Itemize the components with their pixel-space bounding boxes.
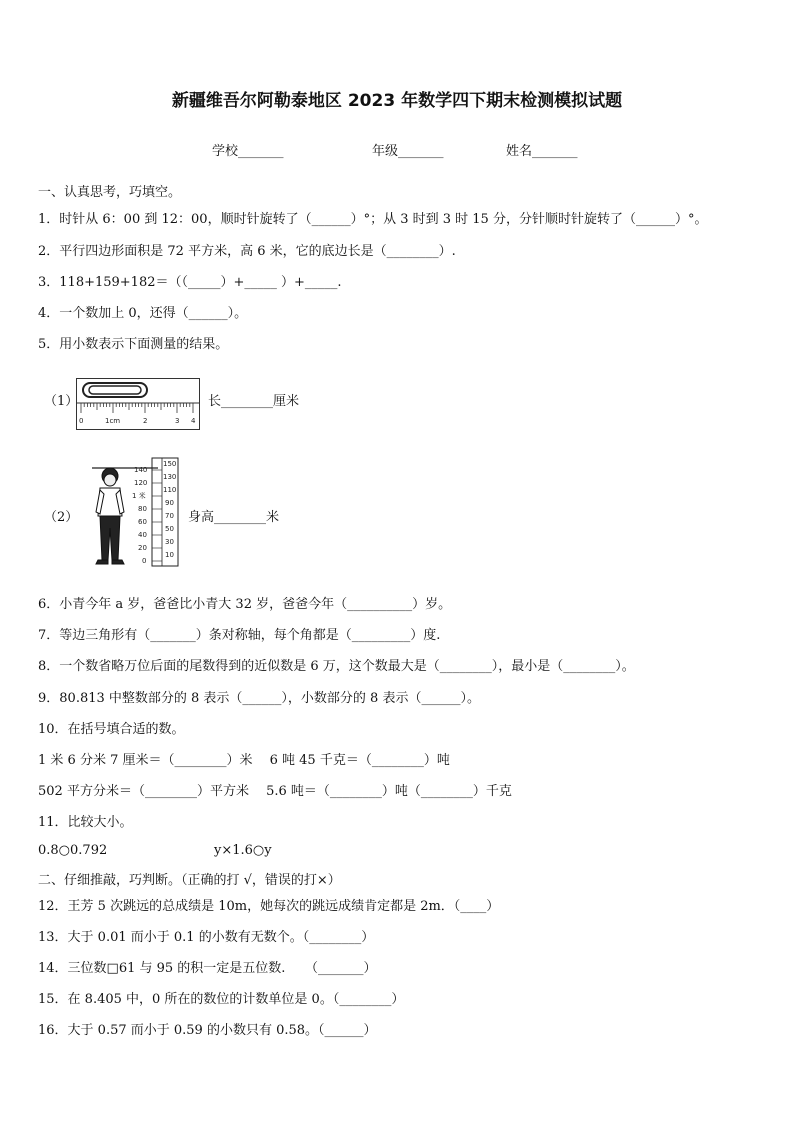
question-15: 15．在 8.405 中，0 所在的数位的计数单位是 0。（________）: [38, 992, 405, 1007]
question-8: 8．一个数省略万位后面的尾数得到的近似数是 6 万，这个数最大是（________），最小是（________）。: [38, 659, 635, 674]
scale-right-110: 110: [163, 486, 177, 494]
ruler-tick-3: 3: [175, 417, 180, 425]
scale-left-120: 120: [134, 479, 148, 487]
question-11-a: 0.8○0.792: [38, 843, 108, 858]
page-title: 新疆维吾尔阿勒泰地区 2023 年数学四下期末检测模拟试题: [171, 91, 623, 111]
question-3: 3．118+159+182＝（（_____）+_____ ）+_____.: [38, 275, 342, 290]
question-1: 1．时针从 6：00 到 12：00，顺时针旋转了（______）°；从 3 时到 3 时 15 分，分针顺时针旋转了（______）°。: [38, 212, 708, 227]
scale-right-50: 50: [165, 525, 174, 533]
scale-right-90: 90: [165, 499, 174, 507]
section-2-heading: 二、仔细推敲，巧判断。（正确的打 √，错误的打×）: [38, 873, 341, 888]
question-11: 11．比较大小。: [38, 815, 133, 830]
height-scale-figure: [84, 456, 182, 572]
question-16: 16．大于 0.57 而小于 0.59 的小数只有 0.58。（______）: [38, 1023, 377, 1038]
scale-right-30: 30: [165, 538, 174, 546]
question-10-line-1: 1 米 6 分米 7 厘米＝（________）米 6 吨 45 千克＝（________）吨: [38, 753, 450, 768]
question-9: 9．80.813 中整数部分的 8 表示（______），小数部分的 8 表示（______）。: [38, 691, 480, 706]
name-field: 姓名_______: [506, 144, 578, 159]
q5-part2-answer: 身高________米: [188, 510, 280, 525]
ruler-figure: [76, 378, 200, 430]
school-field: 学校_______: [212, 144, 284, 159]
boy-height-scale-image: [84, 456, 182, 572]
q5-part1-label: （1）: [44, 394, 79, 409]
scale-left-80: 80: [138, 505, 147, 513]
question-7: 7．等边三角形有（_______）条对称轴，每个角都是（_________）度.: [38, 628, 441, 643]
ruler-tick-4: 4: [191, 417, 196, 425]
question-12: 12．王芳 5 次跳远的总成绩是 10m，她每次的跳远成绩肯定都是 2m．（____）: [38, 899, 500, 914]
section-1-heading: 一、认真思考，巧填空。: [38, 185, 182, 200]
ruler-tick-0: 0: [79, 417, 84, 425]
question-6: 6．小青今年 a 岁，爸爸比小青大 32 岁，爸爸今年（__________）岁。: [38, 597, 452, 612]
question-10: 10．在括号填合适的数。: [38, 722, 185, 737]
question-11-b: y×1.6○y: [214, 843, 272, 858]
scale-right-10: 10: [165, 551, 174, 559]
scale-left-60: 60: [138, 518, 147, 526]
scale-right-150: 150: [163, 460, 177, 468]
q5-part2-label: （2）: [44, 510, 79, 525]
ruler-tick-1: 1cm: [105, 417, 121, 425]
scale-left-1m: 1 米: [132, 492, 146, 500]
question-5: 5．用小数表示下面测量的结果。: [38, 337, 229, 352]
scale-left-140: 140: [134, 466, 148, 474]
scale-left-40: 40: [138, 531, 147, 539]
scale-left-0: 0: [142, 557, 147, 565]
question-14: 14．三位数□61 与 95 的积一定是五位数. （_______）: [38, 961, 377, 976]
scale-right-130: 130: [163, 473, 177, 481]
paper-clip-ruler-image: [77, 379, 199, 429]
question-4: 4．一个数加上 0，还得（______）。: [38, 306, 248, 321]
question-13: 13．大于 0.01 而小于 0.1 的小数有无数个。（________）: [38, 930, 375, 945]
grade-field: 年级_______: [372, 144, 444, 159]
q5-part1-answer: 长________厘米: [208, 394, 300, 409]
question-10-line-2: 502 平方分米＝（________）平方米 5.6 吨＝（________）吨（________）千克: [38, 784, 512, 799]
scale-left-20: 20: [138, 544, 147, 552]
ruler-tick-2: 2: [143, 417, 148, 425]
scale-right-70: 70: [165, 512, 174, 520]
question-2: 2．平行四边形面积是 72 平方米，高 6 米，它的底边长是（________）.: [38, 244, 456, 259]
